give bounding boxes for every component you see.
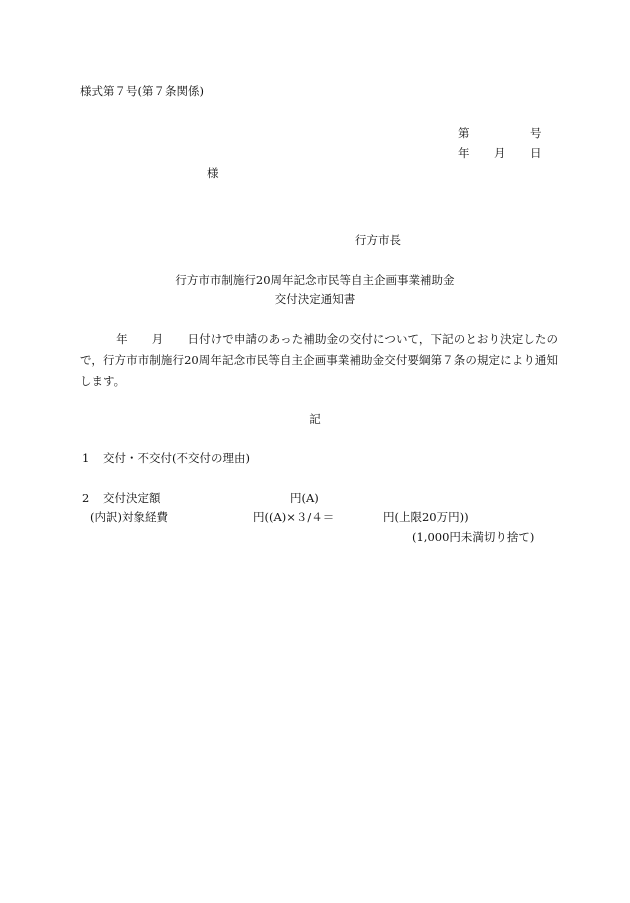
document-title-line-2: 交付決定通知書 xyxy=(274,292,356,306)
date-day-label: 日 xyxy=(530,146,542,160)
document-number-suffix: 号 xyxy=(530,126,542,140)
document-number-prefix: 第 xyxy=(458,126,470,140)
item-2-number: 2 xyxy=(82,491,90,505)
breakdown-formula: 円((A)×３/４＝ xyxy=(253,510,335,524)
addressee-suffix: 様 xyxy=(207,166,219,180)
form-label: 様式第７号(第７条関係) xyxy=(80,84,204,98)
body-date-year: 年 xyxy=(116,332,128,346)
sender-name: 行方市長 xyxy=(355,233,401,247)
item-2-label: 交付決定額 xyxy=(103,491,161,505)
breakdown-label: (内訳)対象経費 xyxy=(90,510,168,524)
ki-heading: 記 xyxy=(309,412,321,426)
body-date-month: 月 xyxy=(151,332,164,346)
body-paragraph xyxy=(80,329,558,392)
breakdown-note: (1,000円未満切り捨て) xyxy=(412,530,535,544)
breakdown-limit: 円(上限20万円)) xyxy=(383,510,469,524)
item-1-number: 1 xyxy=(82,451,90,465)
item-2-value: 円(A) xyxy=(290,491,319,505)
body-text: 日付けで申請のあった補助金の交付について，下記のとおり決定したので，行方市市制施行20周年記念市民等自主企画事業補助金交付要綱第７条の規定により通知します。 xyxy=(80,332,559,388)
document-title-line-1: 行方市市制施行20周年記念市民等自主企画事業補助金 xyxy=(175,273,455,287)
date-month-label: 月 xyxy=(494,146,506,160)
date-year-label: 年 xyxy=(458,146,470,160)
item-1-label: 交付・不交付(不交付の理由) xyxy=(103,451,250,465)
